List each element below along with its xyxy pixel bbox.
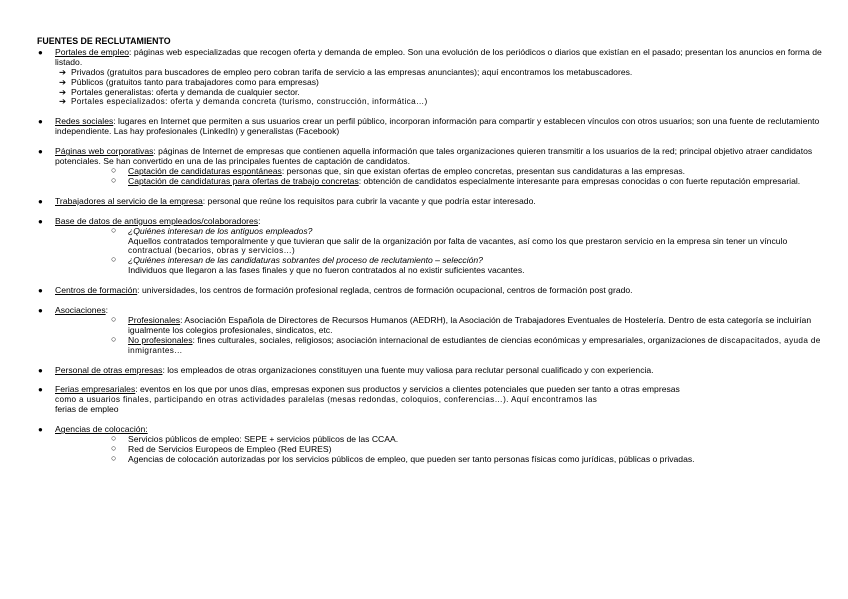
- section-text: :: [105, 305, 109, 316]
- bullet-icon: ●: [38, 147, 43, 157]
- section-heading: Centros de formación: [55, 285, 138, 296]
- list-item: ➔ Portales especializados: oferta y demanda concreta (turismo, construcción, informática…): [59, 96, 428, 107]
- list-item: ○ Red de Servicios Europeos de Empleo (Red EURES): [111, 443, 332, 454]
- circle-bullet-icon: ○: [111, 452, 117, 463]
- section-text: : lugares en Internet que permiten a sus usuarios crear un perfil público, incorporan información para compartir y establecen vínculos con otros usuarios; son una fuente de reclutamiento independiente. Las hay profesionales (LinkedIn) y generalistas (Facebook): [55, 116, 820, 137]
- section-text-line: ferias de empleo: [55, 404, 119, 415]
- section-heading: Portales de empleo: [55, 46, 130, 57]
- list-item: ○ Captación de candidaturas para ofertas de trabajo concretas: obtención de candidatos especialmente interesante para empresas conocidas o con fuerte reputación empresarial.: [111, 174, 801, 186]
- circle-bullet-icon: ○: [111, 164, 117, 175]
- bullet-icon: ●: [38, 47, 43, 57]
- bullet-icon: ●: [38, 365, 43, 375]
- arrow-right-icon: ➔: [59, 86, 67, 97]
- list-item: ○ Profesionales: Asociación Española de Directores de Recursos Humanos (AEDRH), la Asociación de Trabajadores Eventuales de Hostelería. Dentro de esta categoría se incluirían igualmente los colegios profesionales, sindicatos, etc.: [111, 313, 812, 335]
- section-heading: Agencias de colocación:: [55, 424, 148, 435]
- bullet-icon: ●: [38, 306, 43, 316]
- section-heading: Ferias empresariales: [55, 384, 136, 395]
- bullet-icon: ●: [38, 117, 43, 127]
- section-redes-sociales: [37, 117, 828, 137]
- section-text: : los empleados de otras organizaciones constituyen una fuente muy valiosa para reclutar personal cualificado y con experiencia.: [162, 364, 654, 375]
- section-heading: Redes sociales: [55, 116, 114, 127]
- section-base-de-datos: [37, 217, 828, 276]
- bullet-icon: ●: [38, 216, 43, 226]
- section-text-line: como a usuarios finales, participando en otras actividades paralelas (mesas redondas, coloquios, conferencias…). Aquí encontramos las: [55, 395, 598, 405]
- bullet-icon: ●: [38, 385, 43, 395]
- document-title: FUENTES DE RECLUTAMIENTO: [37, 36, 171, 46]
- section-heading: Base de datos de antiguos empleados/colaboradores: [55, 215, 259, 226]
- circle-bullet-icon: ○: [111, 433, 117, 444]
- arrow-right-icon: ➔: [59, 66, 67, 77]
- section-portales-de-empleo: [37, 48, 828, 107]
- section-personal-otras-empresas: [37, 366, 828, 376]
- section-trabajadores: [37, 197, 828, 207]
- circle-bullet-icon: ○: [111, 443, 117, 453]
- list-item: ○ Servicios públicos de empleo: SEPE + servicios públicos de las CCAA.: [111, 433, 399, 445]
- section-heading: Personal de otras empresas: [55, 364, 163, 375]
- list-item: ➔ Privados (gratuitos para buscadores de empleo pero cobran tarifa de servicio a las empresas anunciantes); aquí encontramos los metabuscadores.: [59, 66, 633, 77]
- section-heading: Trabajadores al servicio de la empresa: [55, 195, 203, 206]
- section-ferias-empresariales: [37, 385, 828, 415]
- section-text: : páginas de Internet de empresas que contienen aquella información que tales organizaciones quieren transmitir a los usuarios de la red; principal objetivo atraer candidatos potenciales. Se han convertido en una de las principales fuentes de captación de candidatos.: [55, 146, 813, 167]
- circle-bullet-icon: ○: [111, 174, 117, 185]
- circle-bullet-icon: ○: [111, 333, 117, 344]
- section-text: : universidades, los centros de formación profesional reglada, centros de formación ocupacional, centros de formación post grado.: [137, 285, 633, 296]
- section-asociaciones: [37, 306, 828, 356]
- circle-bullet-icon: ○: [111, 224, 117, 235]
- bullet-icon: ●: [38, 196, 43, 206]
- section-text: : personal que reúne los requisitos para cubrir la vacante y que podría estar interesado.: [202, 195, 536, 206]
- section-text: :: [258, 215, 261, 226]
- list-item: ➔ Portales generalistas: oferta y demanda de cualquier sector.: [59, 86, 300, 97]
- section-paginas-web-corporativas: [37, 147, 828, 187]
- list-item: ○ Captación de candidaturas espontáneas: personas que, sin que existan ofertas de empleo concretas, presentan sus candidaturas a las empresas.: [111, 164, 686, 176]
- section-heading: Asociaciones: [55, 305, 106, 316]
- list-item: ➔ Públicos (gratuitos tanto para trabajadores como para empresas): [59, 76, 319, 87]
- list-item: ○ Agencias de colocación autorizadas por los servicios públicos de empleo, que pueden ser tanto personas físicas como jurídicas, públicas o privadas.: [111, 452, 695, 464]
- list-item: ○ ¿Quiénes interesan de los antiguos empleados? Aquellos contratados temporalmente y que tuvieran que salir de la organización por falta de vacantes, así como los que prestaron servicio en la empresa sin tener un vínculo contractual (becarios, obras y servicios…): [111, 224, 788, 256]
- section-agencias-de-colocacion: [37, 425, 828, 465]
- section-heading: Páginas web corporativas: [55, 146, 154, 157]
- arrow-right-icon: ➔: [59, 76, 67, 87]
- bullet-icon: ●: [38, 425, 43, 435]
- section-text: : páginas web especializadas que recogen oferta y demanda de empleo. Son una evolución de los periódicos o diarios que existían en el pasado; presentan los anuncios en forma de listado.: [55, 46, 822, 67]
- section-text: : eventos en los que por unos días, empresas exponen sus productos y servicios a clientes potenciales que pueden ser tanto a otras empresas: [135, 384, 680, 395]
- circle-bullet-icon: ○: [111, 313, 117, 324]
- list-item: ○ ¿Quiénes interesan de las candidaturas sobrantes del proceso de reclutamiento – selección? Individuos que llegaron a las fases finales y que no fueron contratados al no existir suficientes vacantes.: [111, 254, 525, 276]
- bullet-icon: ●: [38, 286, 43, 296]
- arrow-right-icon: ➔: [59, 96, 67, 107]
- list-item: ○ No profesionales: fines culturales, sociales, religiosos; asociación internacional de estudiantes de ciencias económicas y empresariales, organizaciones de discapacitados, ayuda de inmigrantes…: [111, 333, 821, 355]
- circle-bullet-icon: ○: [111, 254, 117, 265]
- section-centros-de-formacion: [37, 286, 828, 296]
